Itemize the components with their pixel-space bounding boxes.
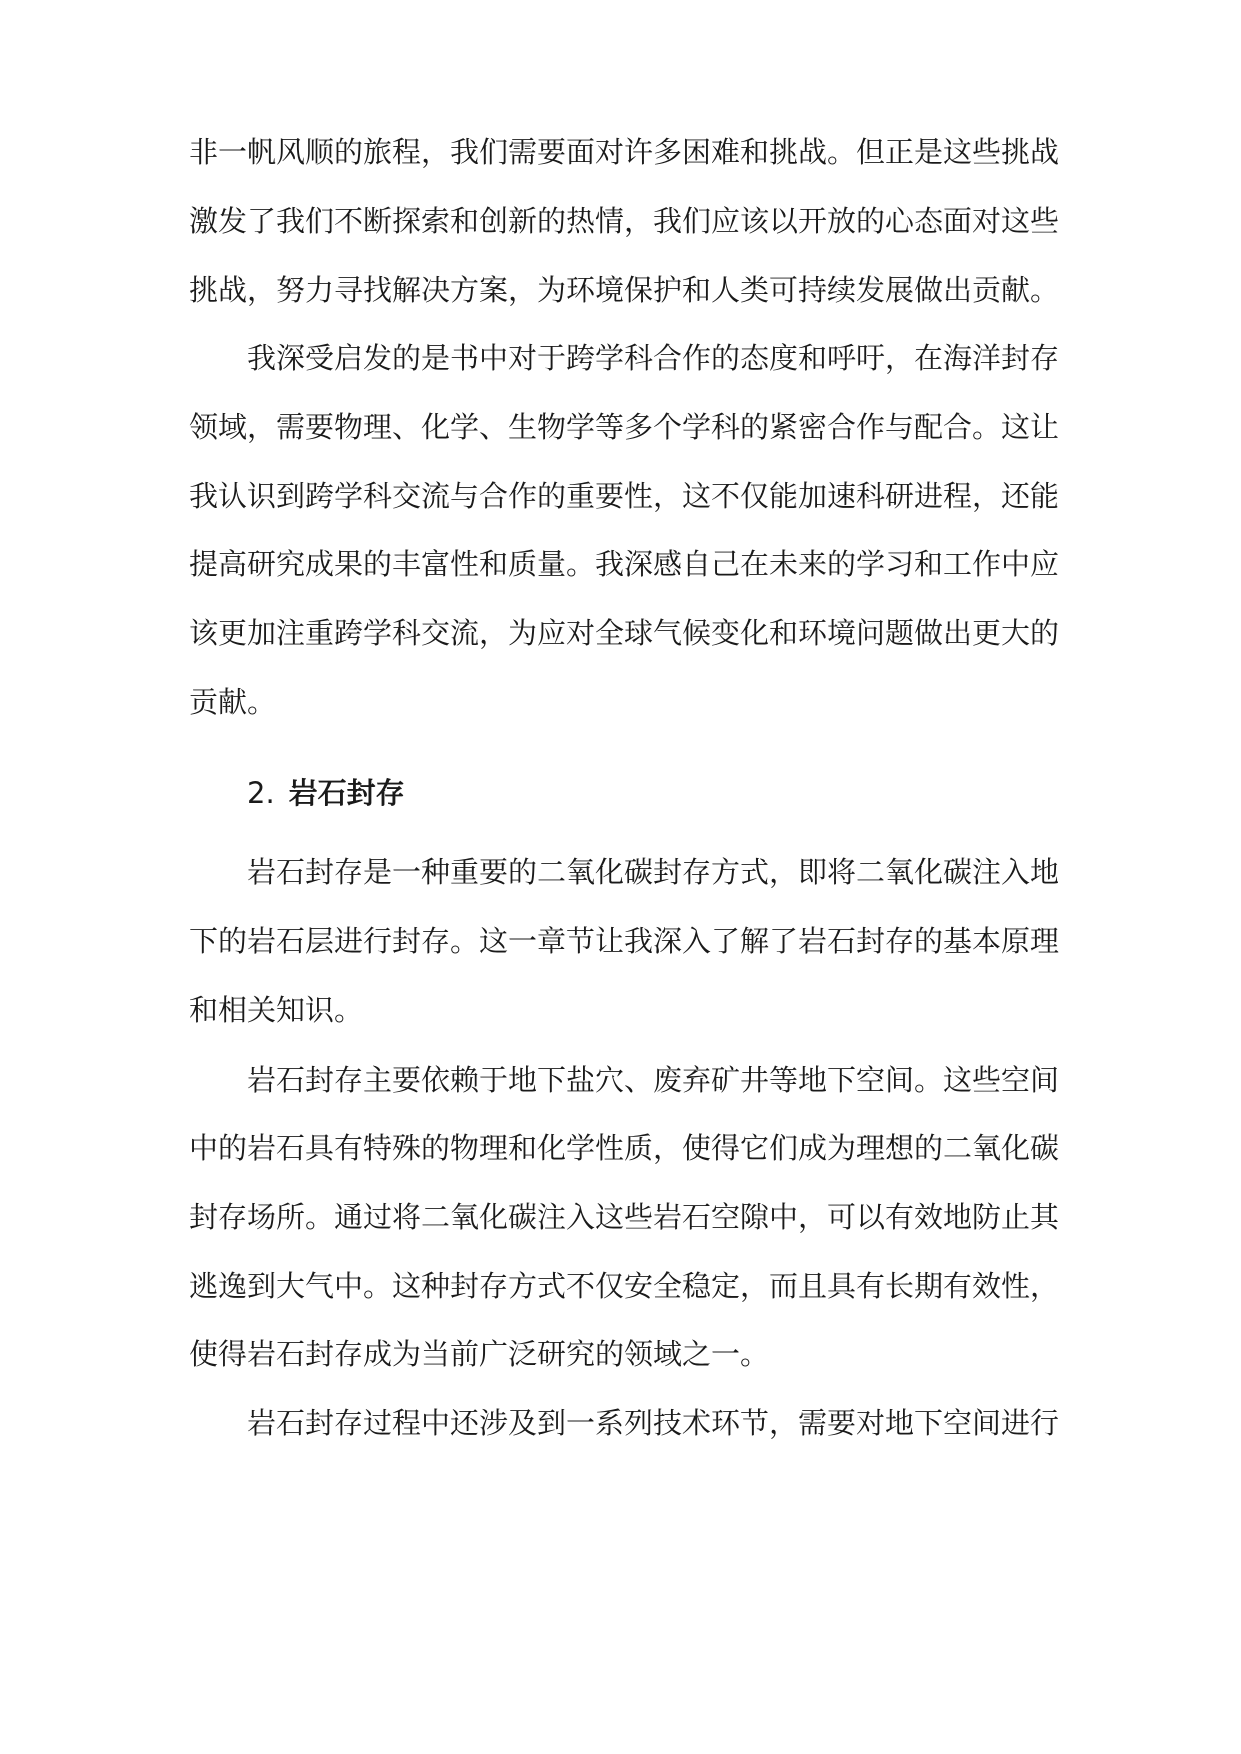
paragraph-line: 领域，需要物理、化学、生物学等多个学科的紧密合作与配合。这让 (189, 410, 1060, 444)
paragraph-line: 岩石封存是一种重要的二氧化碳封存方式，即将二氧化碳注入地 (247, 855, 1060, 889)
paragraph-line: 挑战，努力寻找解决方案，为环境保护和人类可持续发展做出贡献。 (189, 273, 1060, 307)
paragraph-line: 使得岩石封存成为当前广泛研究的领域之一。 (189, 1337, 770, 1371)
section-number: 2. (247, 776, 275, 810)
paragraph-line: 我深受启发的是书中对于跨学科合作的态度和呼吁，在海洋封存 (247, 341, 1060, 375)
paragraph-line: 激发了我们不断探索和创新的热情，我们应该以开放的心态面对这些 (189, 204, 1060, 238)
paragraph-line: 和相关知识。 (189, 993, 364, 1027)
paragraph-line: 岩石封存主要依赖于地下盐穴、废弃矿井等地下空间。这些空间 (247, 1063, 1060, 1097)
paragraph-line: 下的岩石层进行封存。这一章节让我深入了解了岩石封存的基本原理 (189, 924, 1060, 958)
section-heading (247, 773, 405, 813)
paragraph-line: 该更加注重跨学科交流，为应对全球气候变化和环境问题做出更大的 (189, 616, 1060, 650)
section-title: 岩石封存 (288, 776, 405, 810)
paragraph-line: 中的岩石具有特殊的物理和化学性质，使得它们成为理想的二氧化碳 (189, 1131, 1060, 1165)
paragraph-line: 非一帆风顺的旅程，我们需要面对许多困难和挑战。但正是这些挑战 (189, 135, 1060, 169)
paragraph-line: 封存场所。通过将二氧化碳注入这些岩石空隙中，可以有效地防止其 (189, 1200, 1060, 1234)
paragraph-line: 贡献。 (189, 685, 277, 719)
paragraph-line: 我认识到跨学科交流与合作的重要性，这不仅能加速科研进程，还能 (189, 479, 1060, 513)
paragraph-line: 提高研究成果的丰富性和质量。我深感自己在未来的学习和工作中应 (189, 547, 1060, 581)
paragraph-line: 岩石封存过程中还涉及到一系列技术环节，需要对地下空间进行 (247, 1406, 1060, 1440)
paragraph-line: 逃逸到大气中。这种封存方式不仅安全稳定，而且具有长期有效性， (189, 1269, 1060, 1303)
